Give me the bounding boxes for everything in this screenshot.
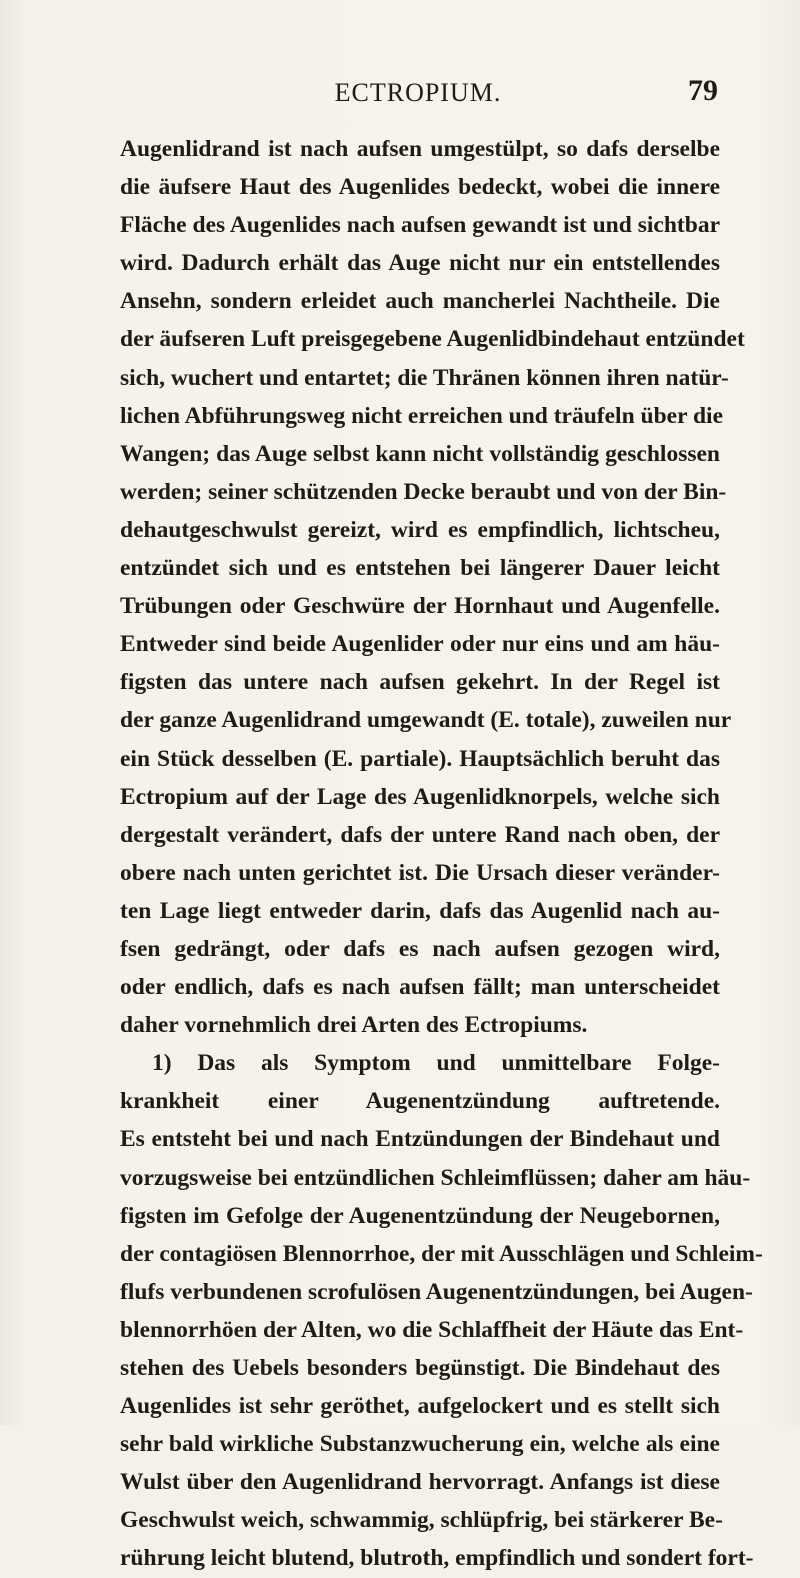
text-line: wird. Dadurch erhält das Auge nicht nur ein entstellendes	[120, 250, 720, 277]
text-line: Augenlides ist sehr geröthet, aufgelockert und es stellt sich	[120, 1393, 720, 1420]
text-line: die äufsere Haut des Augenlides bedeckt, wobei die innere	[120, 174, 720, 201]
text-line: lichen Abführungsweg nicht erreichen und träufeln über die	[120, 402, 724, 429]
page-number: 79	[688, 74, 718, 107]
section-heading: krankheit einer Augenentzündung auftretende.	[120, 1088, 720, 1115]
text-line: stehen des Uebels besonders begünstigt. Die Bindehaut des	[120, 1355, 720, 1381]
text-line: dergestalt verändert, dafs der untere Rand nach oben, der	[120, 821, 720, 848]
text-line: der contagiösen Blennorrhoe, der mit Ausschlägen und Schleim-	[120, 1240, 763, 1267]
text-line: fsen gedrängt, oder dafs es nach aufsen gezogen wird,	[120, 935, 720, 962]
text-line: figsten im Gefolge der Augenentzündung der Neugebornen,	[120, 1202, 720, 1229]
text-line: rührung leicht blutend, blutroth, empfindlich und sondert fort-	[120, 1545, 754, 1572]
body-text	[120, 130, 763, 1578]
text-line: Fläche des Augenlides nach aufsen gewandt ist und sichtbar	[120, 212, 720, 239]
text-line: ein Stück desselben (E. partiale). Hauptsächlich beruht das	[120, 745, 720, 772]
text-line: werden; seiner schützenden Decke beraubt und von der Bin-	[120, 478, 727, 505]
text-line: Geschwulst weich, schwammig, schlüpfrig, bei stärkerer Be-	[120, 1507, 723, 1534]
text-line: Entweder sind beide Augenlider oder nur eins und am häu-	[120, 631, 720, 658]
text-line: der äufseren Luft preisgegebene Augenlidbindehaut entzündet	[120, 326, 745, 353]
running-head: ECTROPIUM.	[334, 78, 502, 107]
text-line: Trübungen oder Geschwüre der Hornhaut und Augenfelle.	[120, 593, 720, 620]
text-line: Augenlidrand ist nach aufsen umgestülpt, so dafs derselbe	[120, 136, 720, 162]
text-line: flufs verbundenen scrofulösen Augenentzündungen, bei Augen-	[120, 1278, 753, 1305]
text-line: der ganze Augenlidrand umgewandt (E. totale), zuweilen nur	[120, 707, 732, 734]
text-line: Ectropium auf der Lage des Augenlidknorpels, welche sich	[120, 783, 720, 810]
text-line: daher vornehmlich drei Arten des Ectropiums.	[120, 1012, 588, 1039]
page-header	[118, 72, 718, 112]
text-line: Wulst über den Augenlidrand hervorragt. Anfangs ist diese	[120, 1469, 720, 1496]
section-heading: 1) Das als Symptom und unmittelbare Folge-	[152, 1050, 720, 1077]
text-line: blennorrhöen der Alten, wo die Schlaffheit der Häute das Ent-	[120, 1316, 744, 1343]
text-line: dehautgeschwulst gereizt, wird es empfindlich, lichtscheu,	[120, 516, 720, 543]
text-line: Es entsteht bei und nach Entzündungen der Bindehaut und	[120, 1126, 720, 1153]
text-line: Wangen; das Auge selbst kann nicht vollständig geschlossen	[120, 440, 720, 467]
text-line: figsten das untere nach aufsen gekehrt. In der Regel ist	[120, 669, 720, 696]
text-line: entzündet sich und es entstehen bei längerer Dauer leicht	[120, 555, 720, 582]
text-line: ten Lage liegt entweder darin, dafs das Augenlid nach au-	[120, 897, 720, 924]
text-line: Ansehn, sondern erleidet auch mancherlei Nachtheile. Die	[120, 288, 720, 315]
text-line: obere nach unten gerichtet ist. Die Ursach dieser veränder-	[120, 859, 720, 886]
text-line: oder endlich, dafs es nach aufsen fällt; man unterscheidet	[120, 974, 720, 1001]
text-line: sich, wuchert und entartet; die Thränen können ihren natür-	[120, 364, 729, 391]
text-line: vorzugsweise bei entzündlichen Schleimflüssen; daher am häu-	[120, 1164, 751, 1191]
text-line: sehr bald wirkliche Substanzwucherung ein, welche als eine	[120, 1431, 720, 1458]
